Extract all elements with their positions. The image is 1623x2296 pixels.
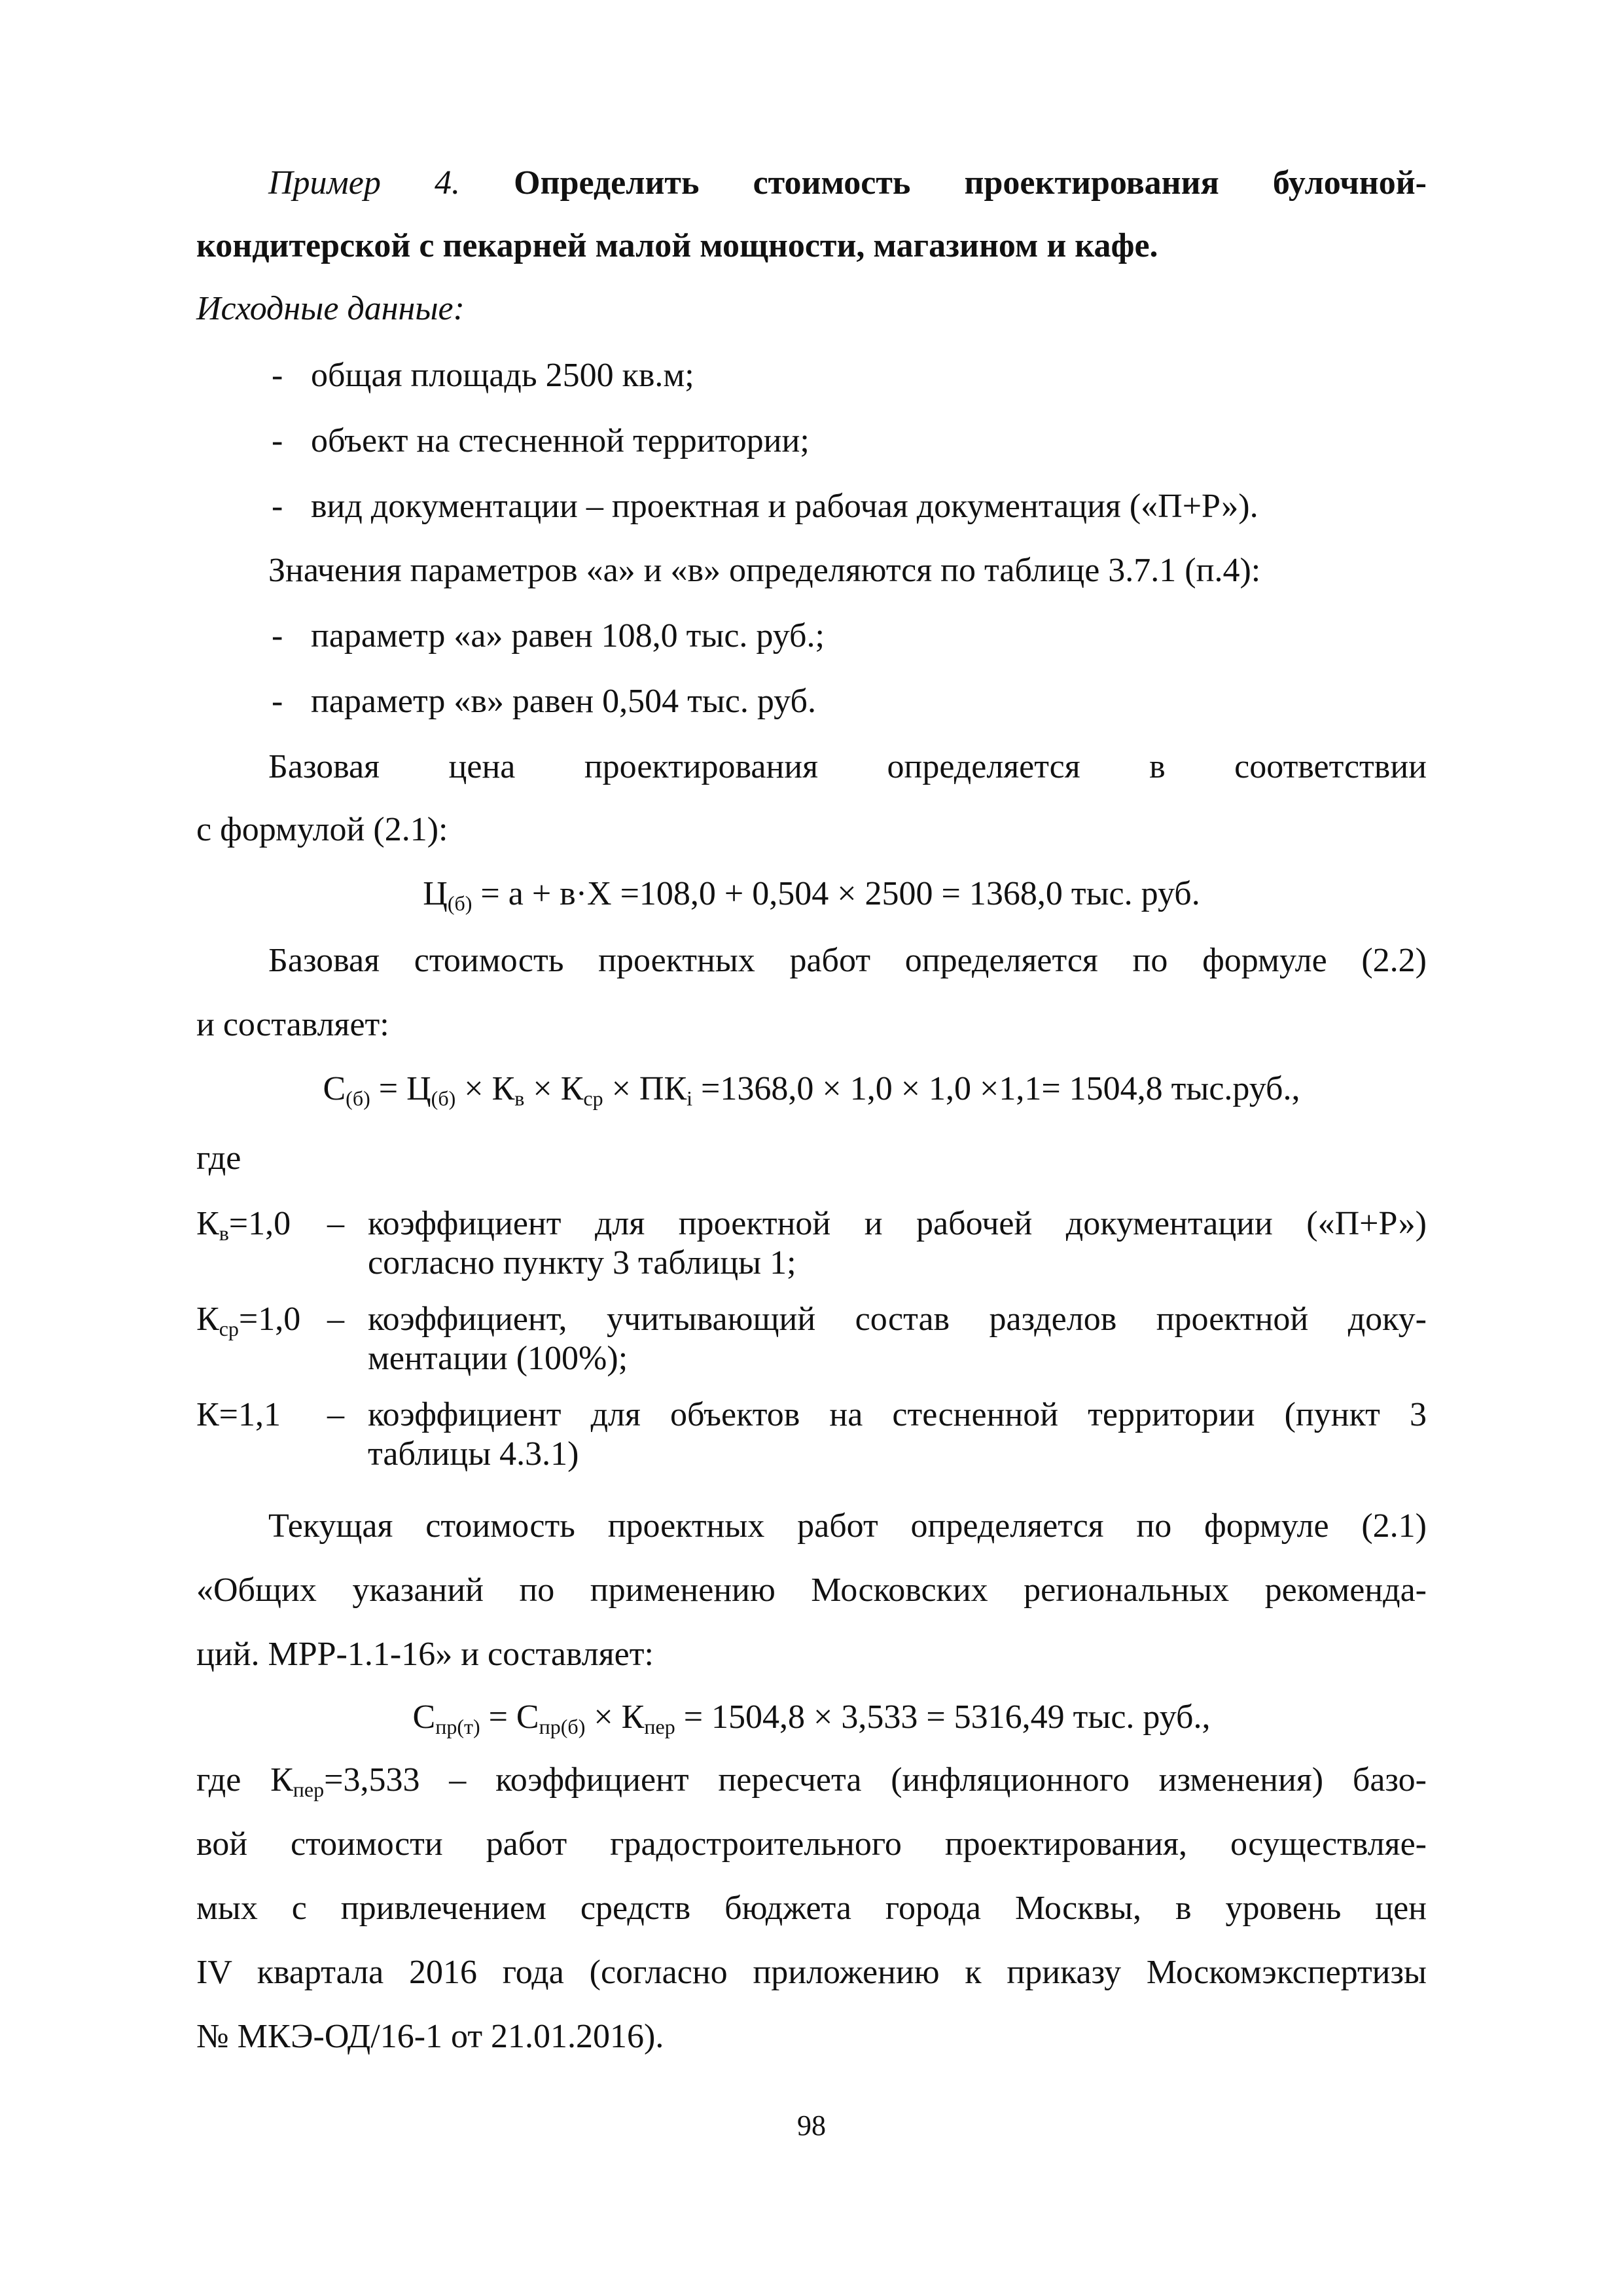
list-item (272, 355, 694, 397)
list-item-text: вид документации – проектная и рабочая документация («П+Р»). (311, 488, 1258, 525)
formula-subscript: ср (583, 1086, 603, 1110)
formula-subscript: (б) (346, 1086, 370, 1110)
coef-explanation-line-4: IV квартала 2016 года (согласно приложению к приказу Москомэкспертизы (196, 1954, 1427, 1991)
glossary-definition (368, 1204, 1427, 1283)
definition-line: согласно пункту 3 таблицы 1; (368, 1244, 796, 1282)
formula-base-price (196, 873, 1427, 915)
list-dash: - (272, 683, 283, 720)
example-label: Пример 4. (268, 164, 460, 202)
base-cost-line-2: и составляет: (196, 1006, 389, 1043)
coef-explanation-line-5: № МКЭ-ОД/16-1 от 21.01.2016). (196, 2018, 664, 2055)
definition-line: коэффициент для объектов на стесненной территории (пункт 3 (368, 1396, 1427, 1433)
formula-symbol: С (412, 1698, 436, 1736)
glossary-dash: – (327, 1396, 344, 1433)
formula-subscript: пр(т) (435, 1715, 480, 1738)
list-item (272, 681, 816, 723)
coef-explanation-line-3: мых с привлечением средств бюджета города Москвы, в уровень цен (196, 1890, 1427, 1927)
base-cost-line-1: Базовая стоимость проектных работ определяется по формуле (2.2) (268, 942, 1427, 979)
definition-line: коэффициент, учитывающий состав разделов проектной доку- (368, 1300, 1427, 1338)
formula-part: × К (585, 1698, 645, 1736)
glossary-dash: – (327, 1300, 344, 1338)
formula-subscript: пер (293, 1778, 325, 1801)
symbol-value: =1,0 (228, 1205, 291, 1242)
symbol-subscript: ср (219, 1317, 239, 1340)
current-cost-line-1: Текущая стоимость проектных работ определяется по формуле (2.1) (268, 1507, 1427, 1545)
formula-part: = С (480, 1698, 539, 1736)
formula-part: = 1504,8 × 3,533 = 5316,49 тыс. руб., (675, 1698, 1211, 1736)
formula-part: × К (524, 1070, 584, 1107)
base-price-line-2: с формулой (2.1): (196, 811, 448, 848)
explanation-text: =3,533 – коэффициент пересчета (инфляционного изменения) базо- (324, 1761, 1427, 1799)
explanation-text: где К (196, 1761, 293, 1799)
formula-part: × ПК (603, 1070, 687, 1107)
glossary-definition (368, 1395, 1427, 1474)
formula-current-cost (196, 1696, 1427, 1738)
formula-part: = Ц (370, 1070, 431, 1107)
glossary-row (196, 1300, 1427, 1385)
definition-line: таблицы 4.3.1) (368, 1435, 579, 1473)
example-title-part-1: Определить стоимость проектирования булочной- (514, 164, 1427, 202)
formula-symbol: Ц (423, 875, 448, 912)
list-dash: - (272, 617, 283, 655)
source-data-label: Исходные данные: (196, 290, 465, 327)
formula-base-cost (196, 1068, 1427, 1110)
symbol-value: =1,0 (238, 1300, 301, 1338)
list-dash: - (272, 357, 283, 394)
list-item-text: параметр «а» равен 108,0 тыс. руб.; (311, 617, 825, 655)
list-item (272, 486, 1258, 528)
heading-line-1 (268, 162, 1427, 204)
params-intro: Значения параметров «а» и «в» определяются по таблице 3.7.1 (п.4): (268, 552, 1261, 589)
list-item-text: общая площадь 2500 кв.м; (311, 357, 694, 394)
formula-subscript: (б) (431, 1086, 456, 1110)
glossary-symbol (196, 1395, 321, 1435)
coef-explanation-line-2: вой стоимости работ градостроительного проектирования, осуществляе- (196, 1825, 1427, 1863)
page-number: 98 (797, 2109, 826, 2142)
formula-part: =1368,0 × 1,0 × 1,0 ×1,1= 1504,8 тыс.руб., (692, 1070, 1300, 1107)
list-item-text: параметр «в» равен 0,504 тыс. руб. (311, 683, 816, 720)
current-cost-line-2: «Общих указаний по применению Московских региональных рекоменда- (196, 1571, 1427, 1609)
glossary-dash: – (327, 1205, 344, 1242)
symbol-letter: К=1,1 (196, 1396, 281, 1433)
heading-line-2 (196, 225, 1427, 267)
definition-line: коэффициент для проектной и рабочей документации («П+Р») (368, 1205, 1427, 1242)
glossary-row (196, 1204, 1427, 1289)
coef-explanation-line-1 (196, 1759, 1427, 1801)
list-dash: - (272, 488, 283, 525)
list-item-text: объект на стесненной территории; (311, 422, 810, 459)
example-title-part-2: кондитерской с пекарней малой мощности, магазином и кафе. (196, 227, 1158, 264)
formula-expression: = а + в·Х =108,0 + 0,504 × 2500 = 1368,0 тыс. руб. (472, 875, 1200, 912)
glossary-definition (368, 1300, 1427, 1378)
formula-subscript: пер (644, 1715, 675, 1738)
formula-subscript: в (514, 1086, 525, 1110)
list-item (272, 420, 810, 462)
formula-subscript: (б) (447, 891, 473, 915)
symbol-letter: К (196, 1300, 219, 1338)
glossary-row (196, 1395, 1427, 1480)
glossary-symbol (196, 1300, 321, 1339)
glossary-symbol (196, 1204, 321, 1244)
list-dash: - (272, 422, 283, 459)
formula-subscript: пр(б) (539, 1715, 586, 1738)
formula-part: × К (455, 1070, 515, 1107)
symbol-subscript: в (219, 1221, 229, 1245)
current-cost-line-3: ций. МРР-1.1-16» и составляет: (196, 1636, 654, 1673)
definition-line: ментации (100%); (368, 1340, 628, 1377)
list-item (272, 615, 825, 657)
where-label: где (196, 1139, 241, 1177)
formula-symbol: С (323, 1070, 346, 1107)
symbol-letter: К (196, 1205, 219, 1242)
base-price-line-1: Базовая цена проектирования определяется в соответствии (268, 748, 1427, 785)
formula-subscript: i (687, 1086, 693, 1110)
